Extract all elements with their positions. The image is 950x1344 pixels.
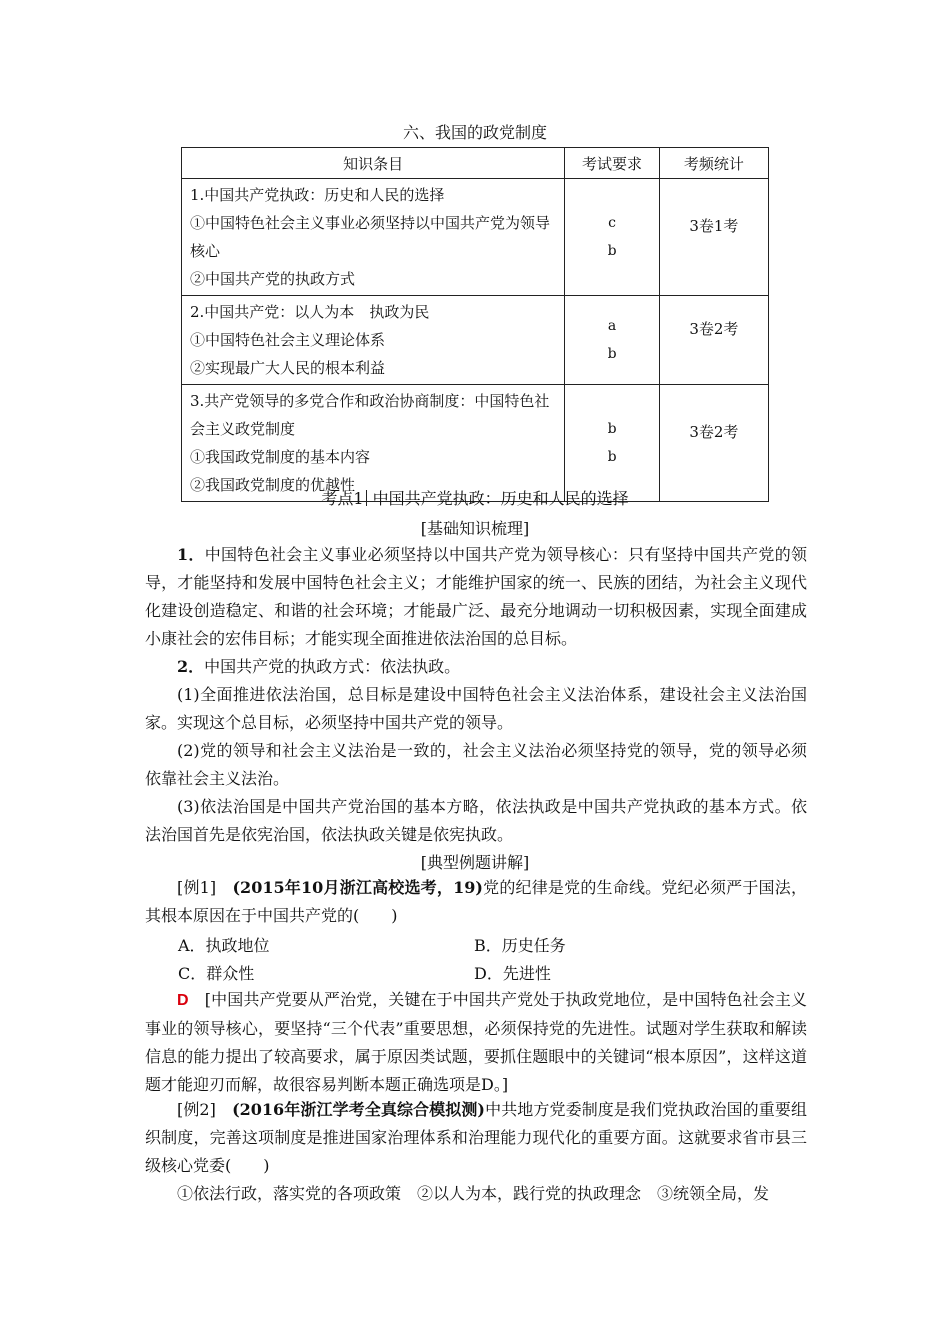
example-source: (2015年10月浙江高校选考，19) <box>232 878 483 897</box>
answer-letter: D <box>177 992 189 1009</box>
frequency-value: 3卷2考 <box>689 320 739 338</box>
frequency-cell <box>659 385 768 502</box>
page-title: 六、我国的政党制度 <box>402 123 547 142</box>
requirement-level: b <box>607 421 617 437</box>
requirement-cell <box>565 179 659 296</box>
header-requirement: 考试要求 <box>565 148 659 179</box>
header-frequency: 考频统计 <box>659 148 768 179</box>
topic-item: ②我国政党制度的优越性 <box>190 476 356 494</box>
section-heading-examples: [典型例题讲解] <box>420 853 530 872</box>
frequency-cell <box>659 179 768 296</box>
paragraph-5: (3)依法治国是中国共产党治国的基本方略，依法执政是中国共产党执政的基本方式。依法治国首先是依宪治国，依法执政关键是依宪执政。 <box>145 797 807 844</box>
frequency-cell <box>659 296 768 385</box>
topic-title: 3.共产党领导的多党合作和政治协商制度：中国特色社会主义政党制度 <box>190 392 550 438</box>
header-topic: 知识条目 <box>182 148 565 179</box>
topic-item: ①中国特色社会主义理论体系 <box>190 331 386 349</box>
table-row <box>182 179 769 296</box>
table-row <box>182 296 769 385</box>
example-label: [例2] <box>177 1100 216 1119</box>
topic-item: ①中国特色社会主义事业必须坚持以中国共产党为领导核心 <box>190 214 551 260</box>
example-stem: 党的纪律是党的生命线。党纪必须严于国法，其根本原因在于中国共产党的( ) <box>145 878 807 925</box>
topic-cell <box>182 385 565 502</box>
option-a: A．执政地位 <box>178 936 270 955</box>
requirement-level: b <box>607 449 617 465</box>
example-1-answer <box>145 986 807 1099</box>
table-row <box>182 385 769 502</box>
paragraph-1 <box>145 541 807 653</box>
requirement-level: b <box>607 346 617 362</box>
example-stem: 中共地方党委制度是我们党执政治国的重要组织制度，完善这项制度是推进国家治理体系和治理能力现代化的重要方面。这就要求省市县三级核心党委( ) <box>145 1100 807 1175</box>
topic-title: 2.中国共产党：以人为本 执政为民 <box>190 303 430 321</box>
paragraph-2 <box>145 653 807 681</box>
frequency-value: 3卷2考 <box>689 423 739 441</box>
example-2-question <box>145 1096 807 1180</box>
requirement-cell <box>565 385 659 502</box>
paragraph-number: 1． <box>177 545 205 564</box>
topic-item: ②中国共产党的执政方式 <box>190 270 356 288</box>
exam-point-heading <box>0 486 950 509</box>
frequency-value: 3卷1考 <box>689 217 739 235</box>
requirement-cell <box>565 296 659 385</box>
topic-cell <box>182 296 565 385</box>
answer-analysis: [中国共产党要从严治党，关键在于中国共产党处于执政党地位，是中国特色社会主义事业的领导核心，要坚持“三个代表”重要思想，必须保持党的先进性。试题对学生获取和解读信息的能力提出了较高要求，属于原因类试题，要抓住题眼中的关键词“根本原因”，这样这道题才能迎刃而解，故很容易判断本题正确选项是D。] <box>145 990 807 1094</box>
topic-title: 1.中国共产党执政：历史和人民的选择 <box>190 186 445 204</box>
requirement-level: a <box>607 318 617 334</box>
paragraph-4: (2)党的领导和社会主义法治是一致的，社会主义法治必须坚持党的领导，党的领导必须依靠社会主义法治。 <box>145 741 807 788</box>
requirement-level: c <box>608 215 616 231</box>
exam-point-title: 中国共产党执政：历史和人民的选择 <box>372 489 629 508</box>
requirement-level: b <box>607 243 617 259</box>
topic-item: ②实现最广大人民的根本利益 <box>190 359 386 377</box>
option-b: B．历史任务 <box>474 936 566 955</box>
paragraph-text: 中国特色社会主义事业必须坚持以中国共产党为领导核心：只有坚持中国共产党的领导，才能坚持和发展中国特色社会主义；才能维护国家的统一、民族的团结，为社会主义现代化建设创造稳定、和谐的社会环境；才能最广泛、最充分地调动一切积极因素，实现全面建成小康社会的宏伟目标；才能实现全面推进依法治国的总目标。 <box>145 545 807 648</box>
divider <box>366 490 367 506</box>
example-1-question <box>145 874 807 930</box>
table-header-row <box>182 148 769 179</box>
paragraph-3: (1)全面推进依法治国，总目标是建设中国特色社会主义法治体系，建设社会主义法治国家。实现这个总目标，必须坚持中国共产党的领导。 <box>145 685 807 732</box>
topic-item: ①我国政党制度的基本内容 <box>190 448 371 466</box>
paragraph-text: 中国共产党的执政方式：依法执政。 <box>204 657 461 676</box>
paragraph-number: 2． <box>177 657 205 676</box>
example-label: [例1] <box>177 878 217 897</box>
syllabus-table <box>181 147 769 502</box>
section-heading-basics: [基础知识梳理] <box>420 519 530 538</box>
exam-point-label: 考点1 <box>321 489 364 508</box>
topic-cell <box>182 179 565 296</box>
example-2-options-line: ①依法行政，落实党的各项政策 ②以人为本，践行党的执政理念 ③统领全局，发 <box>177 1184 770 1203</box>
option-d: D．先进性 <box>474 964 551 983</box>
option-c: C．群众性 <box>178 964 255 983</box>
example-source: (2016年浙江学考全真综合模拟测) <box>232 1100 486 1119</box>
